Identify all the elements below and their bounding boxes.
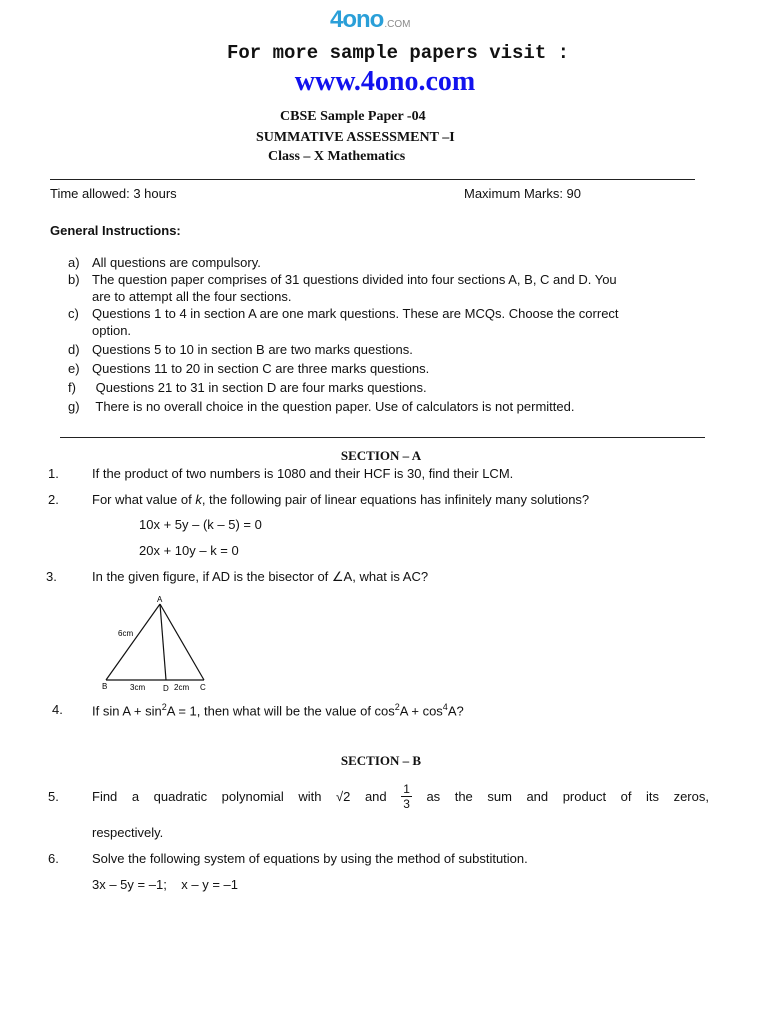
question-2-text xyxy=(92,492,589,507)
question-2-equation-1: 10x + 5y – (k – 5) = 0 xyxy=(139,517,262,532)
instruction-label: a) xyxy=(68,255,80,270)
instruction-item xyxy=(68,379,698,396)
q4-text-part: A? xyxy=(447,703,464,719)
q5-word: of xyxy=(620,788,632,804)
question-2-number: 2. xyxy=(48,492,59,507)
q5-word: as xyxy=(426,788,441,804)
time-allowed: Time allowed: 3 hours xyxy=(50,186,177,201)
question-1-text: If the product of two numbers is 1080 and their HCF is 30, find their LCM. xyxy=(92,466,514,481)
q5-word: Find xyxy=(92,788,118,804)
instructions-divider xyxy=(60,437,705,438)
bisector-ad xyxy=(160,604,166,680)
q4-text-part: A = 1, then what will be the value of cos xyxy=(166,703,395,719)
q5-word: with xyxy=(298,788,322,804)
q5-word: zeros, xyxy=(673,788,709,804)
instruction-item xyxy=(68,360,698,377)
q4-text-part: A + cos xyxy=(399,703,443,719)
question-5-text xyxy=(92,776,709,816)
q5-word: and xyxy=(526,788,549,804)
sqrt-two: √2 xyxy=(336,788,351,804)
instruction-label: b) xyxy=(68,272,80,287)
vertex-label-a: A xyxy=(157,595,163,604)
vertex-label-c: C xyxy=(200,683,206,692)
paper-title: CBSE Sample Paper -04 xyxy=(280,109,426,124)
instruction-item xyxy=(68,398,698,415)
length-label-ab: 6cm xyxy=(118,629,134,638)
header-divider xyxy=(50,179,695,180)
q5-word: and xyxy=(364,788,387,804)
vertex-label-b: B xyxy=(102,682,108,691)
site-url-link[interactable]: www.4ono.com xyxy=(294,66,476,97)
instruction-label: c) xyxy=(68,306,79,321)
side-ab xyxy=(106,604,160,680)
q5-word: product xyxy=(562,788,607,804)
q5-word: the xyxy=(454,788,473,804)
instruction-text: All questions are compulsory. xyxy=(92,255,261,270)
q2-text-part: For what value of xyxy=(92,492,196,507)
fraction-one-third xyxy=(401,782,412,811)
visit-banner: For more sample papers visit : xyxy=(226,42,570,64)
q5-word: polynomial xyxy=(221,788,284,804)
section-a-title: SECTION – A xyxy=(340,448,422,463)
class-subject: Class – X Mathematics xyxy=(268,149,406,164)
question-5-continuation: respectively. xyxy=(92,825,164,840)
instruction-item xyxy=(68,254,698,271)
instruction-text: The question paper comprises of 31 questions divided into four sections A, B, C and D. You xyxy=(92,272,617,287)
instruction-item xyxy=(68,341,698,358)
q2-variable: k xyxy=(195,492,202,507)
question-4-text xyxy=(92,702,464,718)
q5-word: a xyxy=(131,788,140,804)
question-6-equations: 3x – 5y = –1; x – y = –1 xyxy=(92,877,238,892)
instructions-list xyxy=(68,254,698,415)
instructions-heading: General Instructions: xyxy=(50,223,181,238)
q4-superscript: 4 xyxy=(442,702,448,712)
question-1-number: 1. xyxy=(48,466,59,481)
instruction-label: d) xyxy=(68,342,80,357)
instruction-text: Questions 11 to 20 in section C are three marks questions. xyxy=(92,361,430,376)
instruction-label: g) xyxy=(68,399,80,414)
instruction-continuation: option. xyxy=(92,323,132,338)
assessment-title: SUMMATIVE ASSESSMENT –I xyxy=(256,130,455,145)
fraction-numerator: 1 xyxy=(403,781,410,796)
section-b-title: SECTION – B xyxy=(340,753,422,768)
question-5-number: 5. xyxy=(48,789,59,804)
question-4-number: 4. xyxy=(52,702,63,717)
side-ac xyxy=(160,604,204,680)
logo-brand-text: 4ono xyxy=(330,6,384,33)
logo-suffix: .COM xyxy=(384,19,411,30)
instruction-text: Questions 1 to 4 in section A are one mark questions. These are MCQs. Choose the correct xyxy=(92,306,619,321)
instruction-label: e) xyxy=(68,361,80,376)
question-6-number: 6. xyxy=(48,851,59,866)
question-2-equation-2: 20x + 10y – k = 0 xyxy=(139,543,239,558)
instruction-continuation: are to attempt all the four sections. xyxy=(92,289,292,304)
length-label-dc: 2cm xyxy=(174,683,190,692)
question-3-text: In the given figure, if AD is the bisector of ∠A, what is AC? xyxy=(92,569,429,584)
max-marks: Maximum Marks: 90 xyxy=(464,186,582,201)
vertex-label-d: D xyxy=(163,684,169,693)
q5-word: its xyxy=(646,788,660,804)
fraction-denominator: 3 xyxy=(403,796,410,811)
triangle-figure xyxy=(96,592,216,696)
instruction-item xyxy=(68,271,698,288)
question-3-number: 3. xyxy=(46,569,57,584)
instruction-label: f) xyxy=(68,380,76,395)
q4-superscript: 2 xyxy=(394,702,400,712)
q2-text-part: , the following pair of linear equations has infinitely many solutions? xyxy=(201,492,590,507)
length-label-bd: 3cm xyxy=(130,683,146,692)
instruction-text: There is no overall choice in the question paper. Use of calculators is not permitted. xyxy=(92,399,575,414)
instruction-text: Questions 5 to 10 in section B are two marks questions. xyxy=(92,342,413,357)
q5-word: quadratic xyxy=(153,788,208,804)
q4-superscript: 2 xyxy=(161,702,167,712)
q4-text-part: If sin A + sin xyxy=(92,703,162,719)
question-6-text: Solve the following system of equations by using the method of substitution. xyxy=(92,851,528,866)
instruction-text: Questions 21 to 31 in section D are four marks questions. xyxy=(92,380,427,395)
instruction-item xyxy=(68,305,698,322)
brand-logo xyxy=(330,6,410,34)
q5-word: sum xyxy=(487,788,512,804)
